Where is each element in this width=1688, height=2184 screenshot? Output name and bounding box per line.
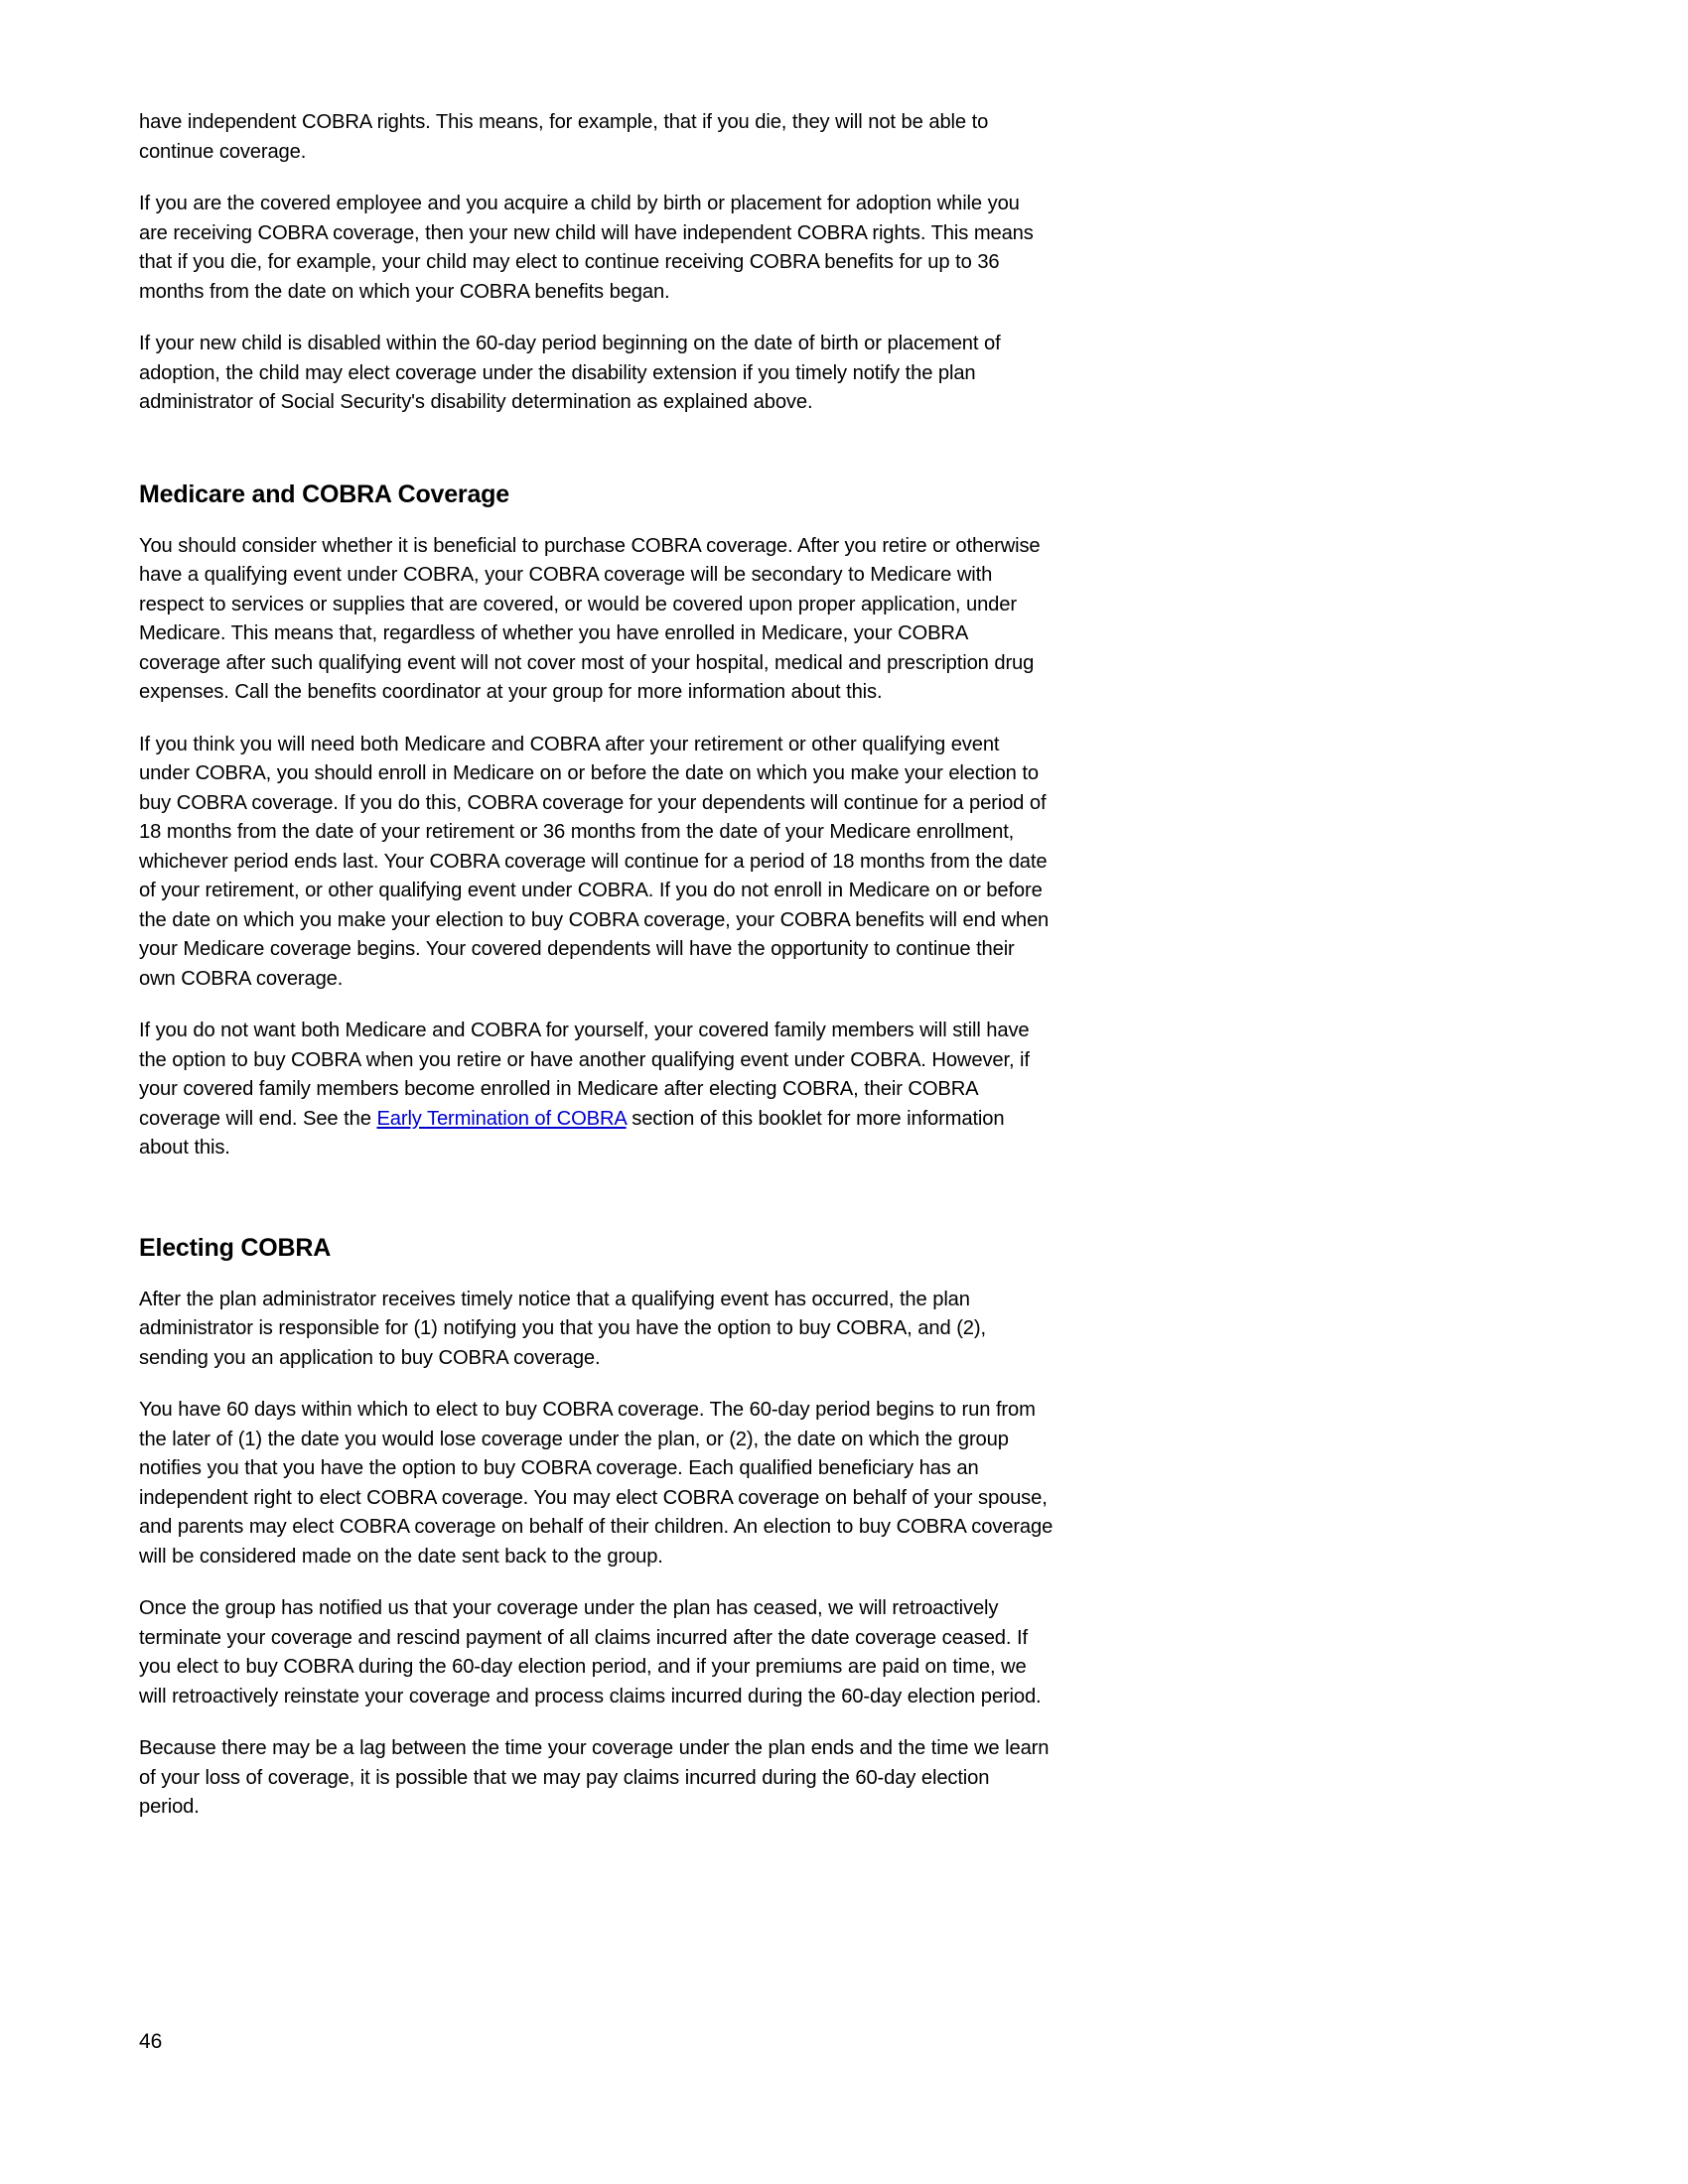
heading-gap-electing	[139, 1263, 1067, 1285]
paragraph-disabled-child: If your new child is disabled within the 60-day period beginning on the date of birth or placement of adoption, the child may elect coverage under the disability extension if you timely notify the plan administrator of Social Security's disability determination as explained above.	[139, 332, 1001, 413]
heading-spacer-electing	[139, 1185, 1067, 1233]
paragraph-medicare-enrollment-timing: If you think you will need both Medicare and COBRA after your retirement or other qualifying event under COBRA, you should enroll in Medicare on or before the date on which you make your election to buy COBRA coverage. If you do this, COBRA coverage for your dependents will continue for a period of 18 months from the date of your retirement or 36 months from the date of your Medicare enrollment, whichever period ends last. Your COBRA coverage will continue for a period of 18 months from the date of your retirement, or other qualifying event under COBRA. If you do not enroll in Medicare on or before the date on which you make your election to buy COBRA coverage, your COBRA benefits will end when your Medicare coverage begins. Your covered dependents will have the opportunity to continue their own COBRA coverage.	[139, 732, 1050, 990]
paragraph-medicare-family-option	[139, 1016, 1054, 1162]
page-number: 46	[139, 2030, 163, 2053]
page-content	[139, 107, 1067, 1844]
heading-gap-medicare	[139, 509, 1067, 531]
link-early-termination-of-cobra[interactable]: Early Termination of COBRA	[376, 1106, 627, 1130]
paragraph-administrator-responsibilities: After the plan administrator receives timely notice that a qualifying event has occurred, the plan administrator is responsible for (1) notifying you that you have the option to buy COBRA, and (2), sending you an application to buy COBRA coverage.	[139, 1287, 986, 1369]
paragraph-retroactive-termination: Once the group has notified us that your coverage under the plan has ceased, we will retroactively terminate your coverage and rescind payment of all claims incurred after the date coverage ceased. If you elect to buy COBRA during the 60-day election period, and if your premiums are paid on time, we will retroactively reinstate your coverage and process claims incurred during the 60-day election period.	[139, 1596, 1042, 1707]
paragraph-independent-rights: have independent COBRA rights. This means, for example, that if you die, they will not be able to continue coverage.	[139, 110, 989, 163]
paragraph-sixty-day-election: You have 60 days within which to elect to buy COBRA coverage. The 60-day period begins to run from the later of (1) the date you would lose coverage under the plan, or (2), the date on which the group notifies you that you have the option to buy COBRA coverage. Each qualified beneficiary has an independent right to elect COBRA coverage. You may elect COBRA coverage on behalf of your spouse, and parents may elect COBRA coverage on behalf of their children. An election to buy COBRA coverage will be considered made on the date sent back to the group.	[139, 1398, 1054, 1568]
paragraph-medicare-secondary: You should consider whether it is beneficial to purchase COBRA coverage. After you retire or otherwise have a qualifying event under COBRA, your COBRA coverage will be secondary to Medicare with respect to services or supplies that are covered, or would be covered upon proper application, under Medicare. This means that, regardless of whether you have enrolled in Medicare, your COBRA coverage after such qualifying event will not cover most of your hospital, medical and prescription drug expenses. Call the benefits coordinator at your group for more information about this.	[139, 533, 1041, 703]
paragraph-new-child-rights: If you are the covered employee and you acquire a child by birth or placement for adoption while you are receiving COBRA coverage, then your new child will have independent COBRA rights. This means that if you die, for example, your child may elect to continue receiving COBRA benefits for up to 36 months from the date on which your COBRA benefits began.	[139, 192, 1034, 303]
paragraph-claims-lag: Because there may be a lag between the time your coverage under the plan ends and the time we learn of your loss of coverage, it is possible that we may pay claims incurred during the 60-day election period.	[139, 1736, 1050, 1818]
heading-electing-cobra: Electing COBRA	[139, 1233, 332, 1262]
paragraph-text-before-link: If you do not want both Medicare and COBRA for yourself, your covered family members will still have the option to buy COBRA when you retire or have another qualifying event under COBRA. However, if your covered family members become enrolled in Medicare after electing COBRA, their COBRA coverage will end. See the	[139, 1019, 1030, 1130]
paragraph-text-after-link: section of this booklet for more information about this.	[139, 1106, 1005, 1159]
heading-spacer-medicare	[139, 440, 1067, 479]
heading-medicare-and-cobra-coverage: Medicare and COBRA Coverage	[139, 479, 509, 508]
